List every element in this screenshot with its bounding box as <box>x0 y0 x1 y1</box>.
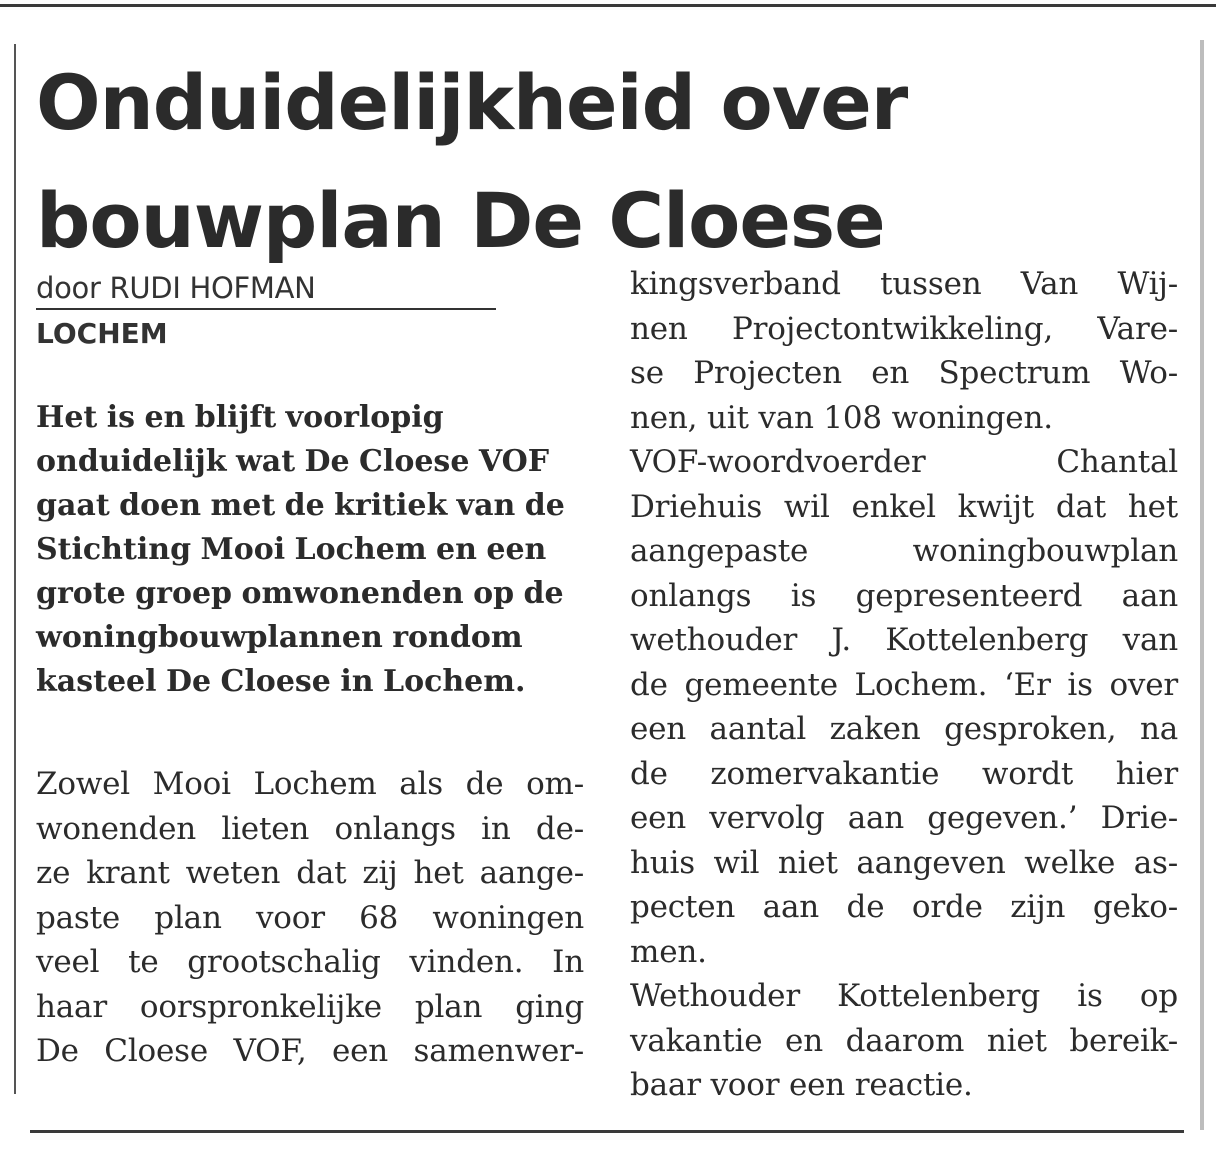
body-line: kingsverband tussen Van Wij- <box>630 266 1178 302</box>
article-headline: Onduidelijkheid over bouwplan De Cloese <box>36 58 908 265</box>
body-line: Wethouder Kottelenberg is op <box>630 978 1178 1014</box>
body-line: nen Projectontwikkeling, Vare- <box>630 310 1178 347</box>
article-byline: door RUDI HOFMAN <box>36 270 496 310</box>
body-line: de gemeente Lochem. ‘Er is over <box>630 666 1178 703</box>
body-line: se Projecten en Spectrum Wo- <box>630 355 1178 391</box>
body-line: een vervolg aan gegeven.’ Drie- <box>630 800 1178 836</box>
body-line: haar oorspronkelijke plan ging <box>36 988 584 1025</box>
body-line: nen, uit van 108 woningen. <box>630 399 1053 436</box>
body-line: wethouder J. Kottelenberg van <box>630 622 1178 658</box>
article-body-right-column <box>630 262 1178 1108</box>
body-line: de zomervakantie wordt hier <box>630 755 1178 792</box>
body-line: pecten aan de orde zijn geko- <box>630 889 1178 925</box>
body-line: VOF-woordvoerder Chantal <box>630 444 1178 480</box>
body-line: ze krant weten dat zij het aange- <box>36 855 584 891</box>
body-line: Driehuis wil enkel kwijt dat het <box>630 488 1178 525</box>
article-intro: Het is en blijft voorlopig onduidelijk wat De Cloese VOF gaat doen met de kritiek van de Stichting Mooi Lochem en een grote groep omwonenden op de woningbouwplannen rondom kasteel De Cloese in Lochem. <box>36 400 565 699</box>
body-line: De Cloese VOF, een samenwer- <box>36 1033 584 1069</box>
body-line: een aantal zaken gesproken, na <box>630 711 1178 747</box>
body-line: baar voor een reactie. <box>630 1067 973 1103</box>
article-dateline: LOCHEM <box>36 317 168 350</box>
body-line: wonenden lieten onlangs in de- <box>36 810 584 847</box>
body-line: paste plan voor 68 woningen <box>36 899 584 936</box>
left-column-rule <box>14 44 16 1094</box>
body-line: aangepaste woningbouwplan <box>630 533 1178 569</box>
body-line: vakantie en daarom niet bereik- <box>630 1022 1178 1059</box>
body-line: onlangs is gepresenteerd aan <box>630 577 1178 614</box>
body-line: men. <box>630 933 707 970</box>
body-line: huis wil niet aangeven welke as- <box>630 844 1178 881</box>
body-line: Zowel Mooi Lochem als de om- <box>36 766 584 802</box>
bottom-rule <box>30 1130 1184 1133</box>
article-body-left-column <box>36 762 584 1074</box>
right-edge-rule <box>1200 40 1204 1130</box>
body-line: veel te grootschalig vinden. In <box>36 944 584 980</box>
top-rule <box>0 4 1216 7</box>
